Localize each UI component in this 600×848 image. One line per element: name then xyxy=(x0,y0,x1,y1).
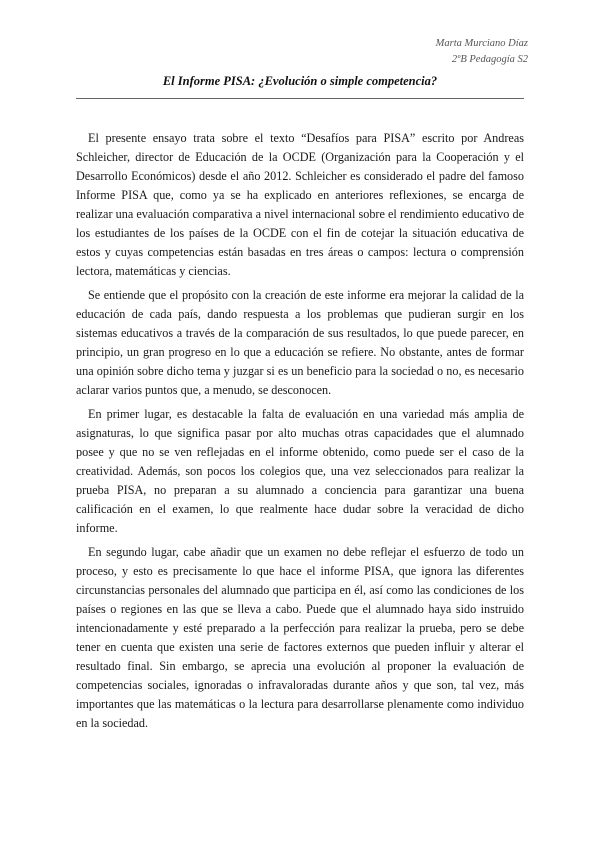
document-title: El Informe PISA: ¿Evolución o simple competencia? xyxy=(162,74,438,88)
paragraph: En segundo lugar, cabe añadir que un examen no debe reflejar el esfuerzo de todo un proceso, y esto es precisamente lo que hace el informe PISA, que ignora las diferentes circunstancias personales del alumnado que participa en él, así como las condiciones de los países o regiones en las que se lleva a cabo. Puede que el alumnado haya sido instruido intencionadamente y esté preparado a la perfección para realizar la prueba, pero se debe tener en cuenta que existen una serie de factores externos que pueden influir y alterar el resultado final. Sin embargo, se aprecia una evolución al proponer la evaluación de competencias sociales, ignoradas o infravaloradas durante años y que son, tal vez, más importantes que las matemáticas o la lectura para desarrollarse plenamente como individuo en la sociedad. xyxy=(76,545,524,730)
author-name: Marta Murciano Díaz xyxy=(435,38,528,49)
title-divider xyxy=(76,98,524,99)
paragraph: En primer lugar, es destacable la falta de evaluación en una variedad más amplia de asignaturas, lo que significa pasar por alto muchas otras capacidades que el alumnado posee y que no se ven reflejadas en el informe obtenido, como puede ser el caso de la creatividad. Además, son pocos los colegios que, una vez seleccionados para realizar la prueba PISA, no preparan a su alumnado a conciencia para garantizar una buena calificación en el examen, lo que realmente hace dudar sobre la veracidad de dicho informe. xyxy=(76,407,524,535)
paragraph: El presente ensayo trata sobre el texto “Desafíos para PISA” escrito por Andreas Schleicher, director de Educación de la OCDE (Organización para la Cooperación y el Desarrollo Económicos) desde el año 2012. Schleicher es considerado el padre del famoso Informe PISA que, como ya se ha explicado en anteriores reflexiones, se encarga de realizar una evaluación comparativa a nivel internacional sobre el rendimiento educativo de los estudiantes de los países de la OCDE con el fin de cotejar la situación educativa de estos y cuyas competencias están basadas en tres áreas o campos: lectura o comprensión lectora, matemáticas y ciencias. xyxy=(76,131,524,278)
document-body xyxy=(76,129,524,738)
page-header xyxy=(436,36,528,68)
course-name: 2ºB Pedagogía S2 xyxy=(451,54,528,65)
paragraph: Se entiende que el propósito con la creación de este informe era mejorar la calidad de la educación de cada país, dando respuesta a los problemas que pudieran surgir en los sistemas educativos a través de la comparación de sus resultados, lo que puede parecer, en principio, un gran progreso en lo que a educación se refiere. No obstante, antes de formar una opinión sobre dicho tema y juzgar si es un beneficio para la sociedad o no, es necesario aclarar varios puntos que, a menudo, se desconocen. xyxy=(76,288,524,397)
